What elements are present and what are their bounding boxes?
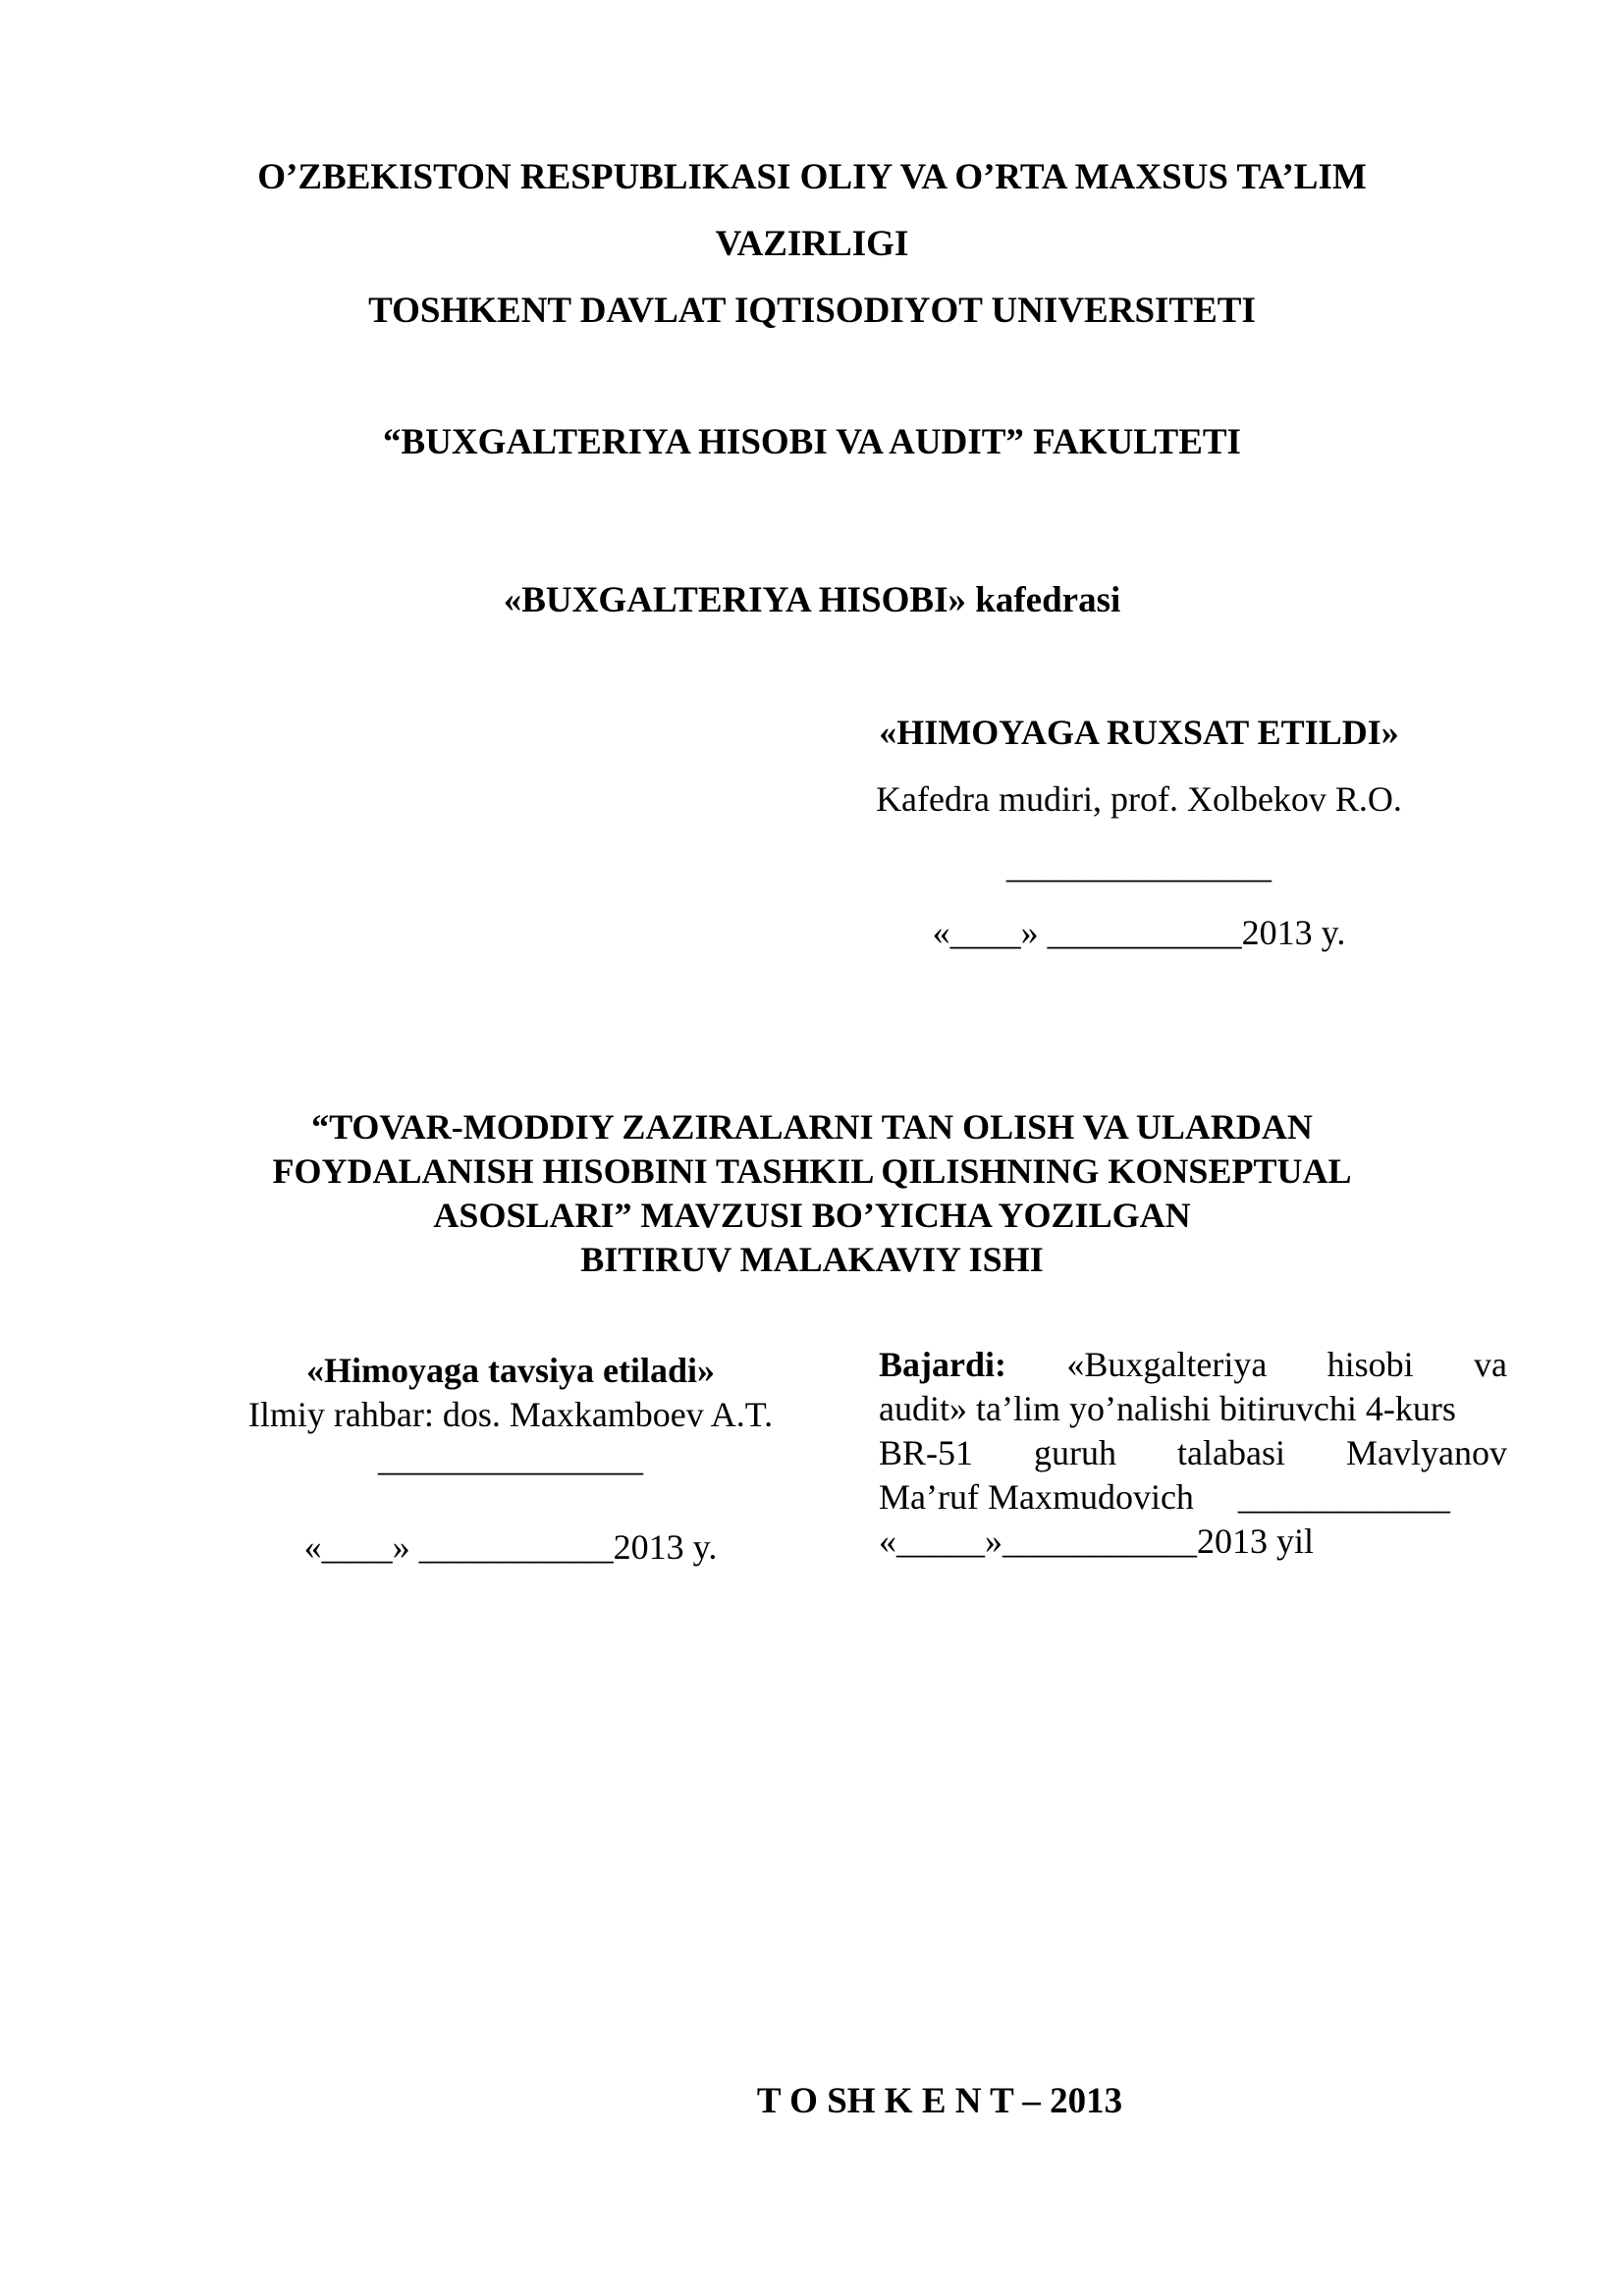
student-block [879, 1343, 1507, 1564]
ministry-line-2: VAZIRLIGI [715, 224, 909, 264]
approval-signature-line: _______________ [1006, 846, 1272, 885]
student-programme-start: «Buxgalteriya hisobi va [1066, 1345, 1508, 1384]
thesis-title-line-2: FOYDALANISH HISOBINI TASHKIL QILISHNING KONSEPTUAL [272, 1151, 1352, 1191]
department-name: «BUXGALTERIYA HISOBI» kafedrasi [503, 580, 1121, 620]
ministry-line-1: O’ZBEKISTON RESPUBLIKASI OLIY VA O’RTA MAXSUS TA’LIM [257, 157, 1367, 197]
student-line-3: BR-51 guruh talabasi Mavlyanov [879, 1433, 1507, 1472]
student-line-4: Ma’ruf Maxmudovich ____________ [879, 1477, 1450, 1517]
department-head: Kafedra mudiri, prof. Xolbekov R.O. [876, 779, 1402, 819]
thesis-title-line-1: “TOVAR-MODDIY ZAZIRALARNI TAN OLISH VA ULARDAN [311, 1107, 1313, 1147]
student-label: Bajardi: [879, 1345, 1006, 1384]
student-line-1 [879, 1343, 1507, 1387]
supervisor-name: Ilmiy rahbar: dos. Maxkamboev A.T. [247, 1395, 774, 1434]
thesis-title-line-3: ASOSLARI” MAVZUSI BO’YICHA YOZILGAN [433, 1196, 1191, 1235]
supervisor-title: «Himoyaga tavsiya etiladi» [306, 1351, 715, 1390]
thesis-title-line-4: BITIRUV MALAKAVIY ISHI [580, 1240, 1044, 1279]
university-name: TOSHKENT DAVLAT IQTISODIYOT UNIVERSITETI [368, 291, 1256, 331]
approval-date: «____» ___________2013 y. [932, 913, 1346, 952]
supervisor-date: «____» ___________2013 y. [303, 1527, 718, 1567]
faculty-name: “BUXGALTERIYA HISOBI VA AUDIT” FAKULTETI [383, 422, 1241, 462]
supervisor-signature-line: _______________ [378, 1439, 643, 1478]
student-line-2: audit» ta’lim yo’nalishi bitiruvchi 4-kurs [879, 1389, 1456, 1428]
approval-title: «HIMOYAGA RUXSAT ETILDI» [879, 713, 1399, 752]
student-date: «_____»___________2013 yil [879, 1522, 1315, 1561]
city-year: T O SH K E N T – 2013 [756, 2081, 1123, 2121]
